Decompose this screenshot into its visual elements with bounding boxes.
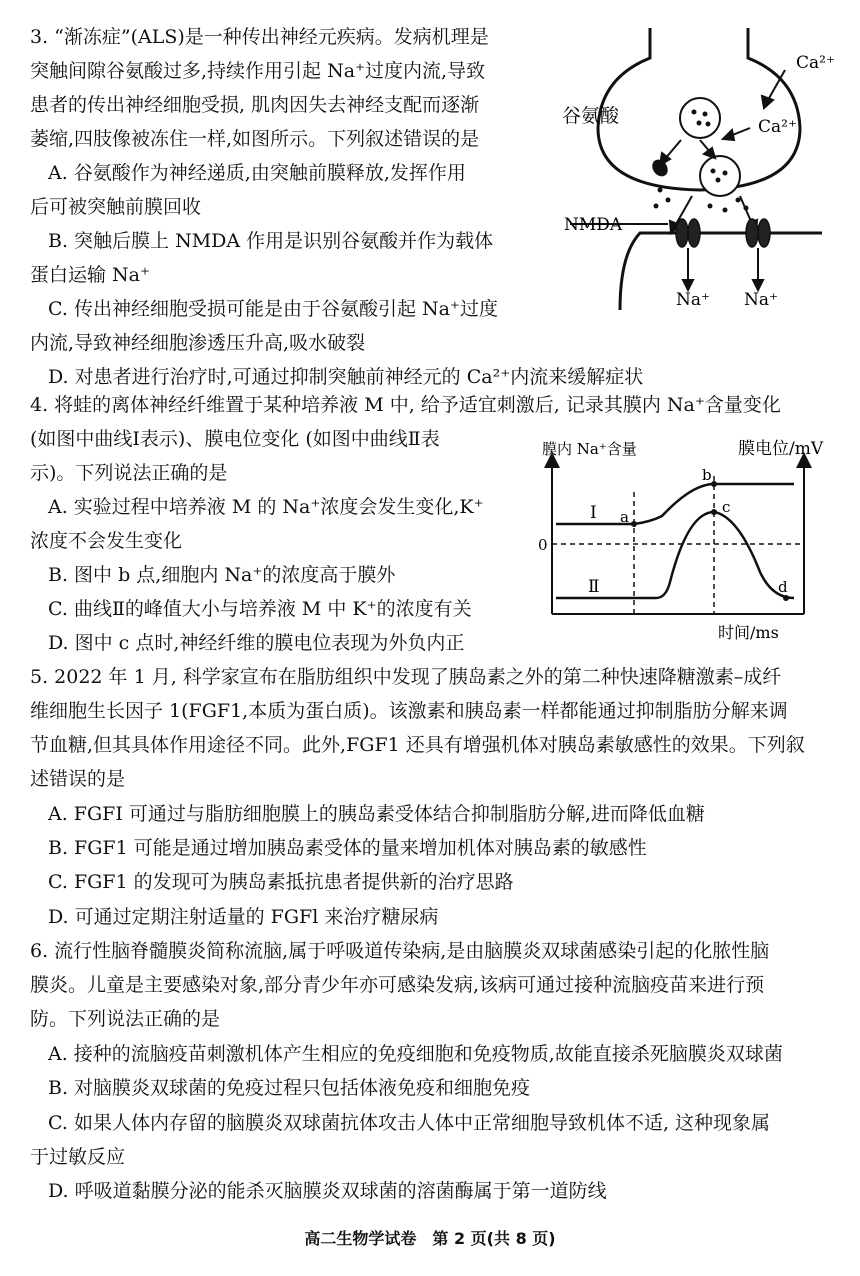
q5-stem-line-3: 节血糖,但其具体作用途径不同。此外,FGF1 还具有增强机体对胰岛素敏感性的效果。下列叙 [30,734,805,756]
q4-stem-line-2: (如图中曲线Ⅰ表示)、膜电位变化 (如图中曲线Ⅱ表 [30,428,440,450]
na-label-left: Na⁺ [676,290,710,310]
point-c-label: c [722,498,731,516]
q6-option-c-line-1: C. 如果人体内存留的脑膜炎双球菌抗体攻击人体中正常细胞导致机体不适, 这种现象属 [48,1112,771,1134]
glutamate-label: 谷氨酸 [562,105,620,127]
nmda-label: NMDA [564,215,623,235]
q4-option-b: B. 图中 b 点,细胞内 Na⁺的浓度高于膜外 [48,564,396,586]
q5-option-d: D. 可通过定期注射适量的 FGFl 来治疗糖尿病 [48,906,439,928]
point-d-label: d [778,578,788,596]
q4-option-d: D. 图中 c 点时,神经纤维的膜电位表现为外负内正 [48,632,465,654]
y-axis-left-label: 膜内 Na⁺含量 [542,440,637,458]
q3-option-a-line-1: A. 谷氨酸作为神经递质,由突触前膜释放,发挥作用 [48,162,466,184]
q3-stem-line-3: 患者的传出神经细胞受损, 肌肉因失去神经支配而逐渐 [30,94,480,116]
synapse-figure [560,28,835,310]
q4-option-a-line-2: 浓度不会发生变化 [30,530,183,552]
q6-stem-line-2: 膜炎。儿童是主要感染对象,部分青少年亦可感染发病,该病可通过接种流脑疫苗来进行预 [30,974,765,996]
x-axis-label: 时间/ms [718,623,779,642]
q3-stem-line-2: 突触间隙谷氨酸过多,持续作用引起 Na⁺过度内流,导致 [30,60,486,82]
q4-stem-line-1: 4. 将蛙的离体神经纤维置于某种培养液 M 中, 给予适宜刺激后, 记录其膜内 Na⁺含量变化 [30,394,781,416]
page-footer: 高二生物学试卷 第 2 页(共 8 页) [304,1229,556,1248]
na-label-right: Na⁺ [744,290,778,310]
q5-stem-line-1: 5. 2022 年 1 月, 科学家宣布在脂肪组织中发现了胰岛素之外的第二种快速降糖激素–成纤 [30,666,782,688]
ca-label-mid: Ca²⁺ [758,117,797,137]
q4-option-a-line-1: A. 实验过程中培养液 M 的 Na⁺浓度会发生变化,K⁺ [48,496,484,518]
point-a-label: a [620,508,629,526]
q3-option-b-line-2: 蛋白运输 Na⁺ [30,264,151,286]
q3-option-c-line-1: C. 传出神经细胞受损可能是由于谷氨酸引起 Na⁺过度 [48,298,498,320]
q3-option-d: D. 对患者进行治疗时,可通过抑制突触前神经元的 Ca²⁺内流来缓解症状 [48,366,644,388]
point-b-label: b [702,466,712,484]
q6-option-b: B. 对脑膜炎双球菌的免疫过程只包括体液免疫和细胞免疫 [48,1077,531,1099]
curve-i-label: Ⅰ [590,503,597,523]
ca-label-top: Ca²⁺ [796,53,835,73]
q5-stem-line-4: 述错误的是 [30,768,126,790]
membrane-potential-chart [532,432,834,644]
q4-stem-line-3: 示)。下列说法正确的是 [30,462,228,484]
q3-option-b-line-1: B. 突触后膜上 NMDA 作用是识别谷氨酸并作为载体 [48,230,494,252]
q3-option-a-line-2: 后可被突触前膜回收 [30,196,202,218]
q5-option-c: C. FGF1 的发现可为胰岛素抵抗患者提供新的治疗思路 [48,871,514,893]
q6-option-a: A. 接种的流脑疫苗刺激机体产生相应的免疫细胞和免疫物质,故能直接杀死脑膜炎双球菌 [48,1043,783,1065]
q6-stem-line-1: 6. 流行性脑脊髓膜炎简称流脑,属于呼吸道传染病,是由脑膜炎双球菌感染引起的化脓性脑 [30,940,770,962]
q5-stem-line-2: 维细胞生长因子 1(FGF1,本质为蛋白质)。该激素和胰岛素一样都能通过抑制脂肪分解来调 [30,700,788,722]
q3-option-c-line-2: 内流,导致神经细胞渗透压升高,吸水破裂 [30,332,366,354]
zero-tick: 0 [538,536,548,554]
q5-option-b: B. FGF1 可能是通过增加胰岛素受体的量来增加机体对胰岛素的敏感性 [48,837,647,859]
q6-stem-line-3: 防。下列说法正确的是 [30,1008,221,1030]
q3-stem-line-1: 3. “渐冻症”(ALS)是一种传出神经元疾病。发病机理是 [30,26,489,48]
curve-ii-label: Ⅱ [588,577,600,597]
q4-option-c: C. 曲线Ⅱ的峰值大小与培养液 M 中 K⁺的浓度有关 [48,598,472,620]
q3-stem-line-4: 萎缩,四肢像被冻住一样,如图所示。下列叙述错误的是 [30,128,480,150]
q6-option-c-line-2: 于过敏反应 [30,1146,126,1168]
y-axis-right-label: 膜电位/mV [738,439,824,459]
q6-option-d: D. 呼吸道黏膜分泌的能杀灭脑膜炎双球菌的溶菌酶属于第一道防线 [48,1180,607,1202]
q5-option-a: A. FGFI 可通过与脂肪细胞膜上的胰岛素受体结合抑制脂肪分解,进而降低血糖 [48,803,705,825]
